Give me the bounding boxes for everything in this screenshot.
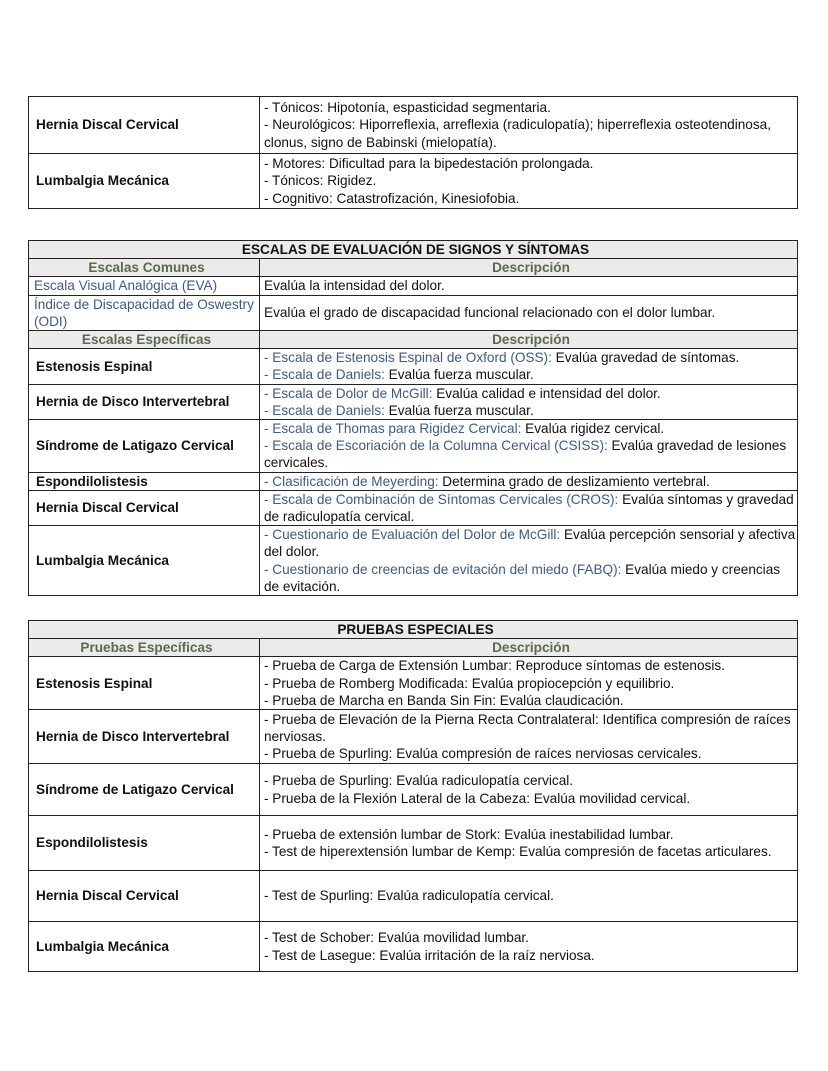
scale-link: - Cuestionario de Evaluación del Dolor de McGill: bbox=[264, 527, 561, 543]
desc-line: - Prueba de Spurling: Evalúa compresión de raíces nerviosas cervicales. bbox=[264, 746, 702, 762]
scale-link: - Escala de Daniels: bbox=[264, 367, 385, 383]
desc-line: - Tónicos: Hipotonía, espasticidad segmentaria. bbox=[264, 100, 551, 116]
desc-line: - Motores: Dificultad para la bipedestación prolongada. bbox=[264, 156, 594, 172]
table-row bbox=[29, 472, 798, 490]
condition-name: Hernia Discal Cervical bbox=[29, 871, 260, 922]
desc-line: - Test de Schober: Evalúa movilidad lumbar. bbox=[264, 930, 529, 946]
condition-desc bbox=[260, 154, 798, 209]
column-header: Descripción bbox=[260, 259, 798, 277]
desc-line: - Cognitivo: Catastrofización, Kinesiofobia. bbox=[264, 190, 520, 206]
condition-name: Hernia Discal Cervical bbox=[29, 490, 260, 525]
desc-line: - Prueba de Spurling: Evalúa radiculopatía cervical. bbox=[264, 773, 574, 789]
desc-line bbox=[264, 349, 797, 366]
condition-desc bbox=[260, 871, 798, 922]
column-header: Descripción bbox=[260, 639, 798, 657]
scale-text: Evalúa percepción sensorial y afectiva del dolor. bbox=[264, 527, 796, 560]
table-row bbox=[29, 922, 798, 972]
condition-name: Lumbalgia Mecánica bbox=[29, 526, 260, 596]
desc-line bbox=[264, 561, 797, 595]
table-row bbox=[29, 420, 798, 473]
table-row bbox=[29, 657, 798, 710]
condition-desc bbox=[260, 349, 798, 384]
desc-line: - Tónicos: Rigidez. bbox=[264, 173, 377, 189]
table-row bbox=[29, 384, 798, 419]
desc-line bbox=[264, 437, 797, 471]
condition-name: Hernia de Disco Intervertebral bbox=[29, 710, 260, 764]
scale-text: Evalúa rigidez cervical. bbox=[521, 421, 665, 437]
condition-desc bbox=[260, 710, 798, 764]
column-header: Escalas Comunes bbox=[29, 259, 260, 277]
table-row bbox=[29, 97, 798, 154]
condition-name: Lumbalgia Mecánica bbox=[29, 922, 260, 972]
desc-line bbox=[264, 526, 797, 560]
table-title-row bbox=[29, 621, 798, 639]
condition-name: Lumbalgia Mecánica bbox=[29, 154, 260, 209]
table-header-row bbox=[29, 259, 798, 277]
scale-text: Evalúa fuerza muscular. bbox=[384, 367, 534, 383]
condition-name: Espondilolistesis bbox=[29, 816, 260, 871]
scale-text: Evalúa fuerza muscular. bbox=[384, 402, 534, 418]
scale-link: - Escala de Combinación de Síntomas Cervicales (CROS): bbox=[264, 491, 619, 507]
desc-line: - Test de Lasegue: Evalúa irritación de la raíz nerviosa. bbox=[264, 947, 595, 963]
desc-line bbox=[264, 402, 797, 419]
scale-link: - Escala de Dolor de McGill: bbox=[264, 385, 433, 401]
desc-line bbox=[264, 420, 797, 437]
desc-line bbox=[264, 366, 797, 383]
table-row bbox=[29, 349, 798, 384]
condition-name: Estenosis Espinal bbox=[29, 349, 260, 384]
table-row bbox=[29, 490, 798, 525]
table-row bbox=[29, 764, 798, 816]
desc-line bbox=[264, 473, 797, 490]
scale-link: - Escala de Estenosis Espinal de Oxford (OSS): bbox=[264, 350, 552, 366]
desc-line: - Test de hiperextensión lumbar de Kemp: Evalúa compresión de facetas articulares. bbox=[264, 844, 772, 860]
condition-desc bbox=[260, 97, 798, 154]
scale-link: - Escala de Escoriación de la Columna Cervical (CSISS): bbox=[264, 438, 608, 454]
column-header: Pruebas Específicas bbox=[29, 639, 260, 657]
table-row bbox=[29, 295, 798, 330]
scale-text: Evalúa calidad e intensidad del dolor. bbox=[432, 385, 661, 401]
condition-desc bbox=[260, 764, 798, 816]
desc-line: - Prueba de Romberg Modificada: Evalúa propiocepción y equilibrio. bbox=[264, 675, 675, 691]
scale-link: - Escala de Daniels: bbox=[264, 402, 385, 418]
condition-name: Síndrome de Latigazo Cervical bbox=[29, 764, 260, 816]
scale-name: Índice de Discapacidad de Oswestry (ODI) bbox=[29, 295, 260, 330]
scale-link: - Escala de Thomas para Rigidez Cervical: bbox=[264, 421, 522, 437]
table-signos-sintomas bbox=[28, 96, 798, 209]
condition-desc bbox=[260, 490, 798, 525]
condition-desc bbox=[260, 526, 798, 596]
column-header: Escalas Específicas bbox=[29, 331, 260, 349]
table-pruebas bbox=[28, 620, 798, 972]
scale-desc: Evalúa la intensidad del dolor. bbox=[260, 277, 798, 295]
desc-line: - Prueba de Marcha en Banda Sin Fin: Evalúa claudicación. bbox=[264, 692, 624, 708]
condition-desc bbox=[260, 420, 798, 473]
desc-line: - Prueba de Carga de Extensión Lumbar: Reproduce síntomas de estenosis. bbox=[264, 658, 725, 674]
table-title-row bbox=[29, 241, 798, 259]
desc-line: - Prueba de la Flexión Lateral de la Cabeza: Evalúa movilidad cervical. bbox=[264, 790, 691, 806]
condition-desc bbox=[260, 922, 798, 972]
condition-name: Estenosis Espinal bbox=[29, 657, 260, 710]
column-header: Descripción bbox=[260, 331, 798, 349]
condition-name: Espondilolistesis bbox=[29, 472, 260, 490]
condition-desc bbox=[260, 472, 798, 490]
scale-text: Evalúa gravedad de lesiones cervicales. bbox=[264, 438, 787, 471]
table-row bbox=[29, 871, 798, 922]
scale-link: - Clasificación de Meyerding: bbox=[264, 473, 439, 489]
condition-desc bbox=[260, 816, 798, 871]
scale-link: - Cuestionario de creencias de evitación del miedo (FABQ): bbox=[264, 561, 622, 577]
table-title: ESCALAS DE EVALUACIÓN DE SIGNOS Y SÍNTOMAS bbox=[29, 241, 798, 259]
scale-desc: Evalúa el grado de discapacidad funcional relacionado con el dolor lumbar. bbox=[260, 295, 798, 330]
table-row bbox=[29, 710, 798, 764]
scale-text: Determina grado de deslizamiento vertebral. bbox=[438, 473, 710, 489]
scale-text: Evalúa miedo y creencias de evitación. bbox=[264, 561, 781, 594]
scale-name: Escala Visual Analógica (EVA) bbox=[29, 277, 260, 295]
desc-line bbox=[264, 491, 797, 525]
desc-line bbox=[264, 385, 797, 402]
table-title: PRUEBAS ESPECIALES bbox=[29, 621, 798, 639]
condition-name: Síndrome de Latigazo Cervical bbox=[29, 420, 260, 473]
condition-desc bbox=[260, 384, 798, 419]
table-row bbox=[29, 526, 798, 596]
desc-line: - Neurológicos: Hiporreflexia, arreflexia (radiculopatía); hiperreflexia osteotendinosa, clonus, signo de Babinski (mielopatía). bbox=[264, 117, 771, 150]
scale-text: Evalúa gravedad de síntomas. bbox=[551, 350, 740, 366]
desc-line: - Prueba de extensión lumbar de Stork: Evalúa inestabilidad lumbar. bbox=[264, 826, 674, 842]
desc-line: - Test de Spurling: Evalúa radiculopatía cervical. bbox=[264, 888, 554, 904]
table-row bbox=[29, 816, 798, 871]
desc-line: - Prueba de Elevación de la Pierna Recta Contralateral: Identifica compresión de raíces nerviosas. bbox=[264, 711, 791, 744]
table-row bbox=[29, 154, 798, 209]
condition-name: Hernia de Disco Intervertebral bbox=[29, 384, 260, 419]
table-header-row bbox=[29, 331, 798, 349]
table-escalas bbox=[28, 240, 798, 596]
condition-desc bbox=[260, 657, 798, 710]
condition-name: Hernia Discal Cervical bbox=[29, 97, 260, 154]
table-header-row bbox=[29, 639, 798, 657]
table-row bbox=[29, 277, 798, 295]
scale-text: Evalúa síntomas y gravedad de radiculopatía cervical. bbox=[264, 491, 794, 525]
